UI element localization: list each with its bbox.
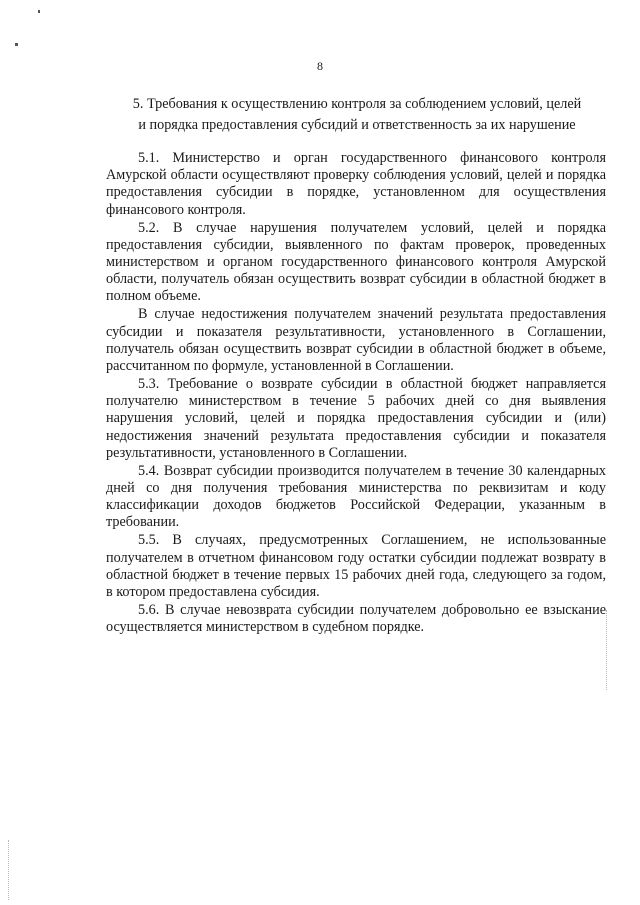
paragraph-5-5: 5.5. В случаях, предусмотренных Соглашением, не использованные получателем в отчетном финансовом году остатки субсидии подлежат возврату в областной бюджет в течение первых 15 рабочих дней года, следующего за годом, в котором предоставлена субсидия. xyxy=(106,532,606,601)
scan-edge-left xyxy=(8,840,9,900)
paragraph-5-2-continued: В случае недостижения получателем значений результата предоставления субсидии и показателя результативности, установленного в Соглашении, получатель обязан осуществить возврат субсидии в областной бюджет в объеме, рассчитанном по формуле, установленной в Соглашении. xyxy=(106,306,606,375)
paragraph-5-3: 5.3. Требование о возврате субсидии в областной бюджет направляется получателю министерством в течение 5 рабочих дней со дня выявления нарушения условий, целей и порядка предоставления субсидии и (или) недостижения значений результата предоставления субсидии и показателя результативности, установленного в Соглашении. xyxy=(106,376,606,461)
paragraph-5-6: 5.6. В случае невозврата субсидии получателем добровольно ее взыскание осуществляется министерством в судебном порядке. xyxy=(106,602,606,636)
paragraph-5-4: 5.4. Возврат субсидии производится получателем в течение 30 календарных дней со дня получения требования министерства по реквизитам и коду классификации доходов бюджетов Российской Федерации, указанным в требовании. xyxy=(106,462,606,531)
scan-speck-top xyxy=(38,10,40,13)
section-heading-line-2: и порядка предоставления субсидий и ответственность за их нарушение xyxy=(138,117,576,133)
scan-speck-left xyxy=(15,43,18,46)
scan-edge-right xyxy=(606,610,607,690)
paragraph-5-2: 5.2. В случае нарушения получателем условий, целей и порядка предоставления субсидии, выявленного по фактам проверок, проведенных министерством и органом государственного финансового контроля Амурской области, получатель обязан осуществить возврат субсидии в областной бюджет в полном объеме. xyxy=(106,219,606,305)
page-number: 8 xyxy=(317,59,323,73)
section-heading xyxy=(118,94,596,136)
section-heading-line-1: 5. Требования к осуществлению контроля за соблюдением условий, целей xyxy=(132,96,582,112)
paragraph-5-1: 5.1. Министерство и орган государственного финансового контроля Амурской области осуществляют проверку соблюдения условий, целей и порядка предоставления субсидии в порядке, установленном для осуществления финансового контроля. xyxy=(106,150,606,218)
document-body xyxy=(106,150,606,637)
